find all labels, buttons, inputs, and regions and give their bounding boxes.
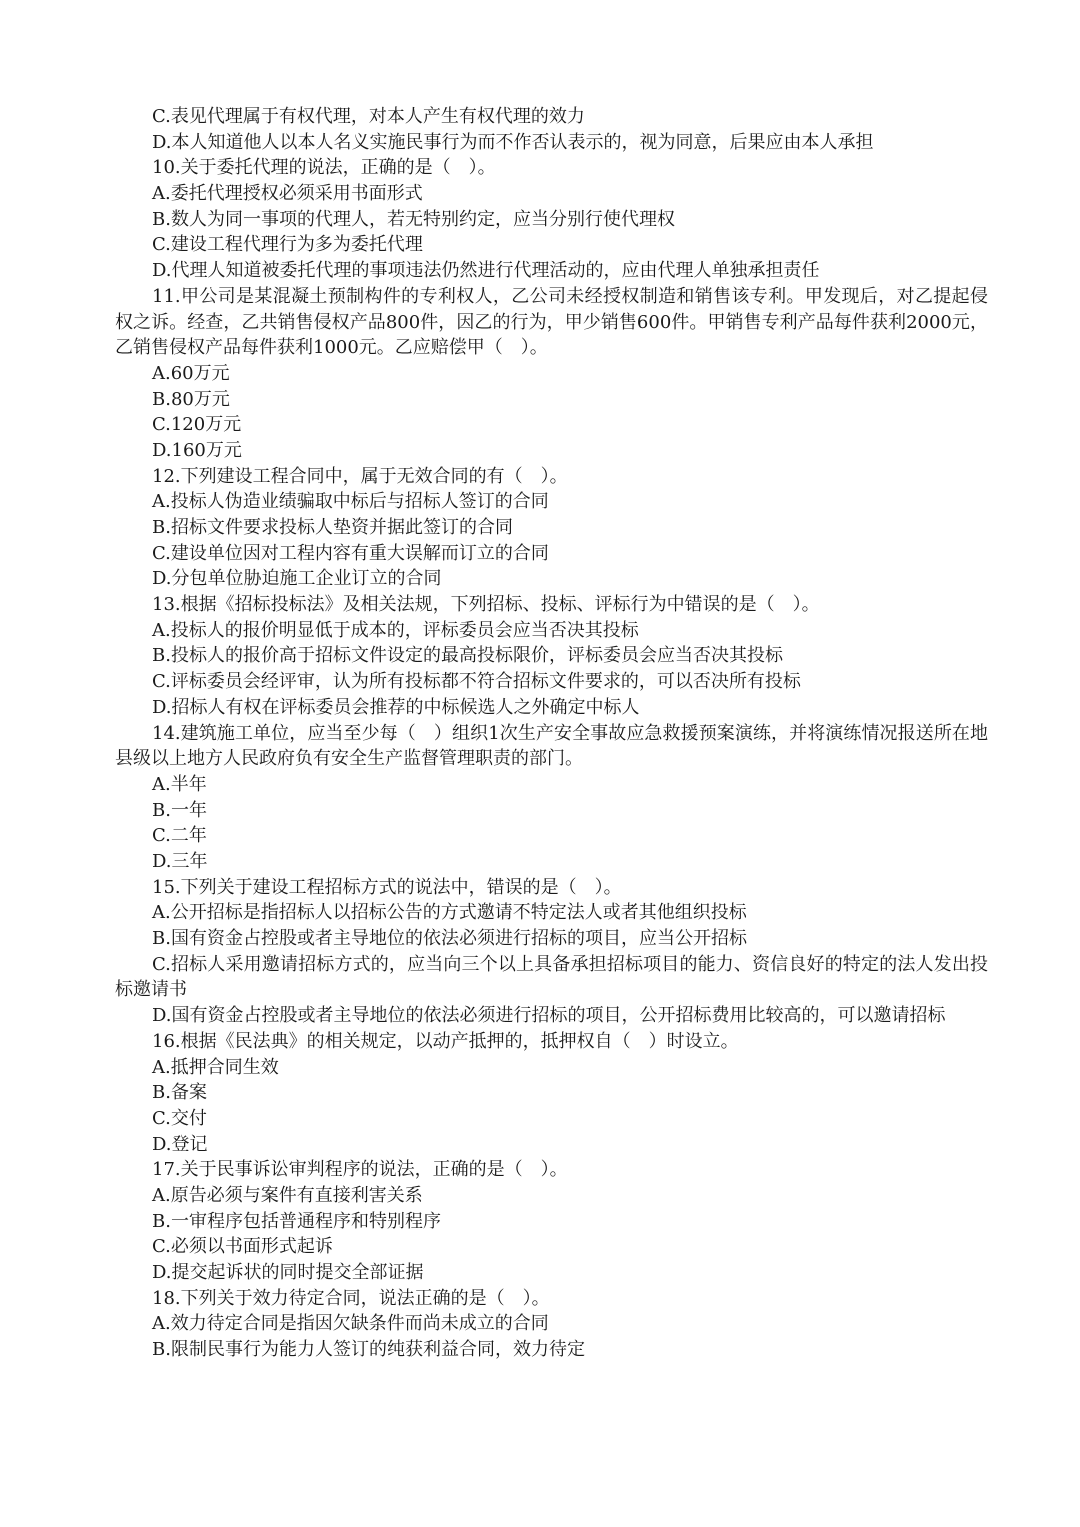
question-stem: 16.根据《民法典》的相关规定，以动产抵押的，抵押权自（ ）时设立。 [152, 1030, 739, 1052]
answer-option: C.120万元 [152, 414, 242, 436]
answer-option: C.表见代理属于有权代理，对本人产生有权代理的效力 [152, 106, 585, 127]
answer-option: B.数人为同一事项的代理人，若无特别约定，应当分别行使代理权 [152, 208, 675, 230]
answer-option: B.一审程序包括普通程序和特别程序 [152, 1210, 441, 1232]
answer-option: B.国有资金占控股或者主导地位的依法必须进行招标的项目，应当公开招标 [152, 928, 747, 950]
answer-option: B.一年 [152, 799, 207, 821]
question-stem: 11.甲公司是某混凝土预制构件的专利权人，乙公司未经授权制造和销售该专利。甲发现后，对乙提起侵权之诉。经查，乙共销售侵权产品800件，因乙的行为，甲少销售600件。甲销售专利产品每件获利2000元，乙销售侵权产品每件获利1000元。乙应赔偿甲（ ）。 [115, 285, 988, 359]
answer-option: D.代理人知道被委托代理的事项违法仍然进行代理活动的，应由代理人单独承担责任 [152, 260, 820, 282]
answer-option: A.委托代理授权必须采用书面形式 [152, 183, 423, 205]
answer-option: D.招标人有权在评标委员会推荐的中标候选人之外确定中标人 [152, 696, 640, 718]
answer-option: D.登记 [152, 1133, 208, 1155]
answer-option: D.国有资金占控股或者主导地位的依法必须进行招标的项目，公开招标费用比较高的，可以邀请招标 [152, 1005, 946, 1027]
answer-option: B.80万元 [152, 388, 230, 410]
answer-option: C.交付 [152, 1107, 207, 1129]
question-stem: 14.建筑施工单位，应当至少每（ ）组织1次生产安全事故应急救援预案演练，并将演练情况报送所在地县级以上地方人民政府负有安全生产监督管理职责的部门。 [115, 722, 988, 770]
answer-option: C.评标委员会经评审，认为所有投标都不符合招标文件要求的，可以否决所有投标 [152, 671, 801, 693]
answer-option: A.投标人的报价明显低于成本的，评标委员会应当否决其投标 [152, 619, 639, 641]
answer-option: D.三年 [152, 851, 208, 873]
answer-option: A.投标人伪造业绩骗取中标后与招标人签订的合同 [152, 491, 549, 513]
answer-option: B.招标文件要求投标人垫资并据此签订的合同 [152, 517, 513, 539]
answer-option: C.建设工程代理行为多为委托代理 [152, 234, 423, 256]
answer-option: D.提交起诉状的同时提交全部证据 [152, 1262, 424, 1284]
question-stem: 13.根据《招标投标法》及相关法规，下列招标、投标、评标行为中错误的是（ ）。 [152, 594, 820, 616]
answer-option: B.投标人的报价高于招标文件设定的最高投标限价，评标委员会应当否决其投标 [152, 645, 783, 667]
answer-option: A.抵押合同生效 [152, 1056, 279, 1078]
answer-option: A.原告必须与案件有直接利害关系 [152, 1185, 423, 1206]
question-stem: 17.关于民事诉讼审判程序的说法，正确的是（ ）。 [152, 1159, 568, 1181]
answer-option: C.建设单位因对工程内容有重大误解而订立的合同 [152, 542, 549, 564]
answer-option: C.二年 [152, 825, 207, 847]
answer-option: D.分包单位胁迫施工企业订立的合同 [152, 568, 442, 590]
answer-option: A.半年 [152, 773, 207, 795]
answer-option: A.效力待定合同是指因欠缺条件而尚未成立的合同 [152, 1313, 549, 1335]
question-stem: 12.下列建设工程合同中，属于无效合同的有（ ）。 [152, 465, 568, 487]
answer-option: B.限制民事行为能力人签订的纯获利益合同，效力待定 [152, 1339, 585, 1361]
answer-option: D.本人知道他人以本人名义实施民事行为而不作否认表示的，视为同意，后果应由本人承担 [152, 131, 874, 153]
answer-option: C.必须以书面形式起诉 [152, 1236, 333, 1258]
answer-option: B.备案 [152, 1082, 207, 1104]
answer-option: C.招标人采用邀请招标方式的，应当向三个以上具备承担招标项目的能力、资信良好的特定的法人发出投标邀请书 [115, 953, 988, 1001]
answer-option: D.160万元 [152, 439, 242, 461]
question-stem: 10.关于委托代理的说法，正确的是（ ）。 [152, 157, 496, 179]
answer-option: A.公开招标是指招标人以招标公告的方式邀请不特定法人或者其他组织投标 [152, 902, 747, 924]
question-stem: 15.下列关于建设工程招标方式的说法中，错误的是（ ）。 [152, 876, 622, 898]
question-stem: 18.下列关于效力待定合同，说法正确的是（ ）。 [152, 1287, 550, 1309]
answer-option: A.60万元 [152, 362, 230, 384]
